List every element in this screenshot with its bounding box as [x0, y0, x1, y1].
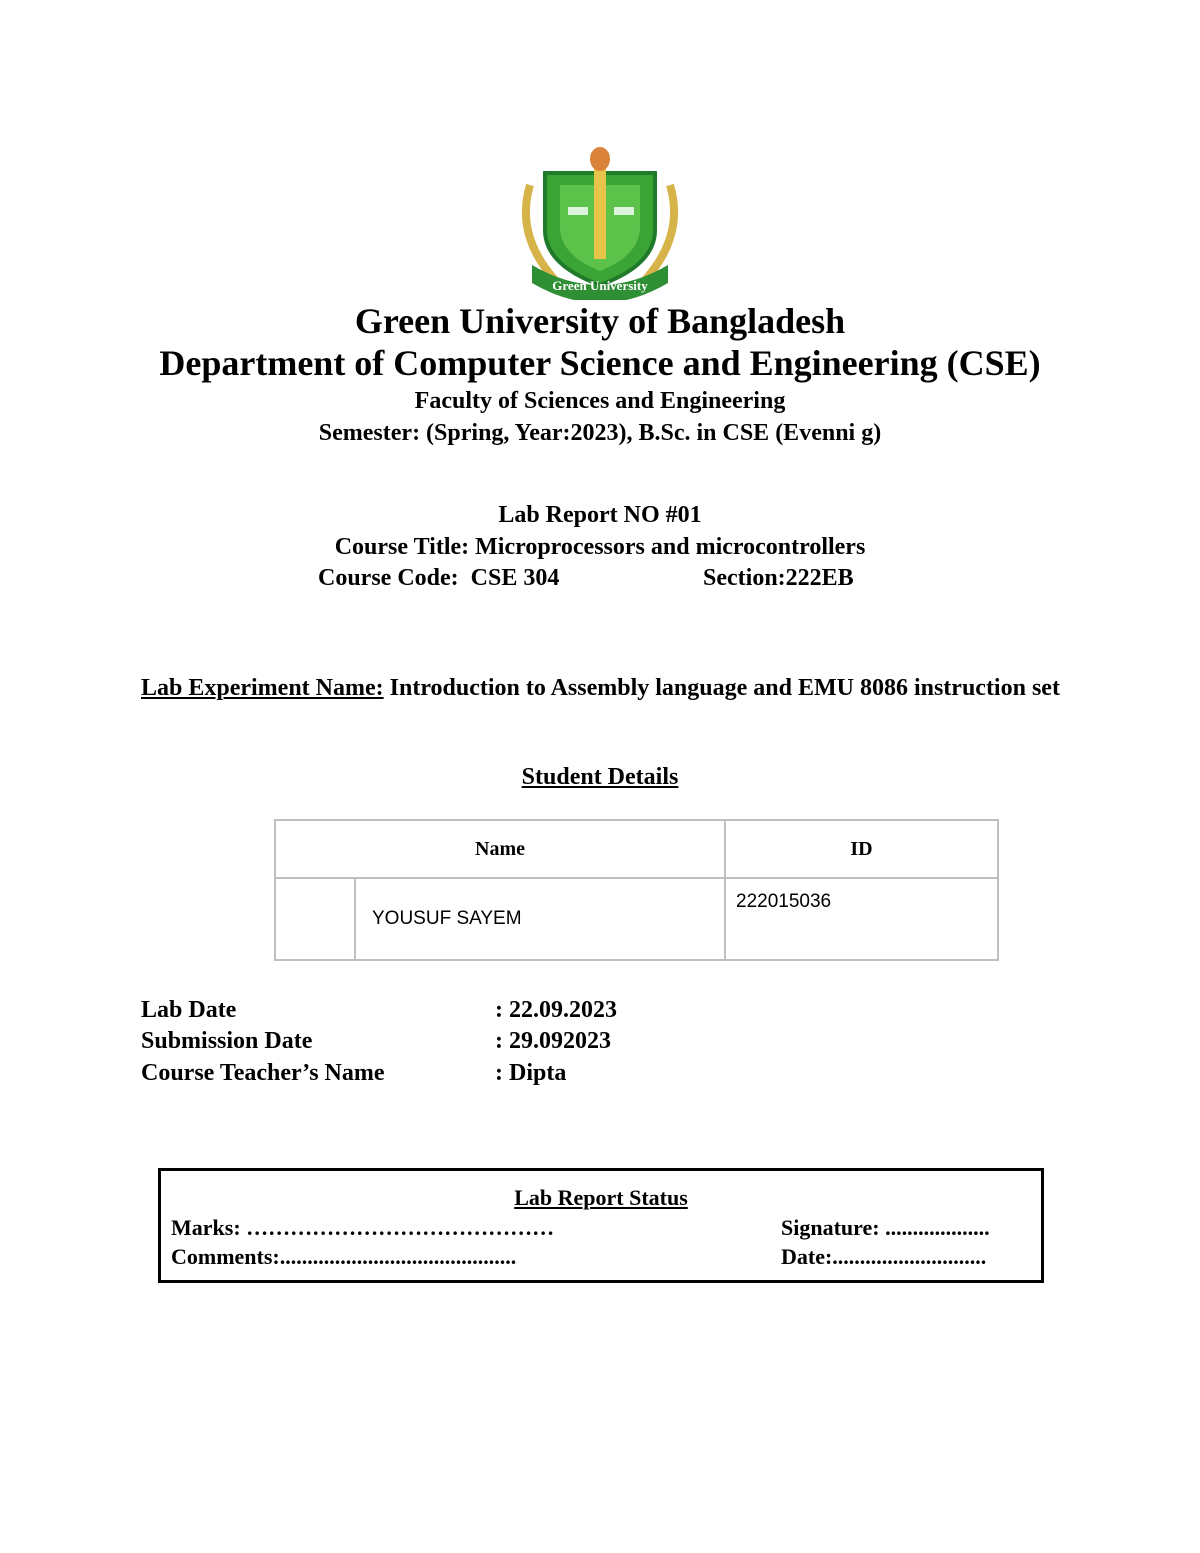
- lab-report-status-box: [158, 1168, 1044, 1283]
- faculty-name: Faculty of Sciences and Engineering: [414, 388, 786, 414]
- signature-field: Signature: ...................: [781, 1215, 990, 1240]
- logo-ribbon-text: Green University: [552, 278, 648, 293]
- experiment-name: [141, 672, 1061, 704]
- logo-flame: [590, 147, 610, 171]
- lab-date-value: : 22.09.2023: [495, 997, 617, 1023]
- course-title: Course Title: Microprocessors and microcontrollers: [334, 534, 866, 560]
- column-header-name: Name: [275, 820, 725, 878]
- student-name-cell: YOUSUF SAYEM: [355, 878, 725, 960]
- department-name: Department of Computer Science and Engineering (CSE): [159, 343, 1041, 383]
- lab-date-label: Lab Date: [141, 997, 237, 1023]
- submission-date-label: Submission Date: [141, 1028, 313, 1054]
- student-details-heading: Student Details: [521, 764, 679, 790]
- status-title: Lab Report Status: [514, 1185, 688, 1210]
- submission-date-value: : 29.092023: [495, 1028, 611, 1054]
- semester-info: Semester: (Spring, Year:2023), B.Sc. in CSE (Evenni g): [318, 420, 882, 446]
- date-field: Date:............................: [781, 1244, 987, 1269]
- course-section: Section:222EB: [703, 565, 854, 591]
- student-table: [274, 819, 999, 961]
- university-logo: [510, 145, 690, 300]
- experiment-title: Introduction to Assembly language and EMU 8086 instruction set: [383, 675, 1060, 701]
- experiment-label: Lab Experiment Name:: [141, 675, 384, 701]
- teacher-name-label: Course Teacher’s Name: [141, 1060, 385, 1086]
- student-id-cell: 222015036: [725, 878, 998, 960]
- marks-field: Marks: ……………………………………: [171, 1215, 555, 1240]
- teacher-name-value: : Dipta: [495, 1060, 567, 1086]
- table-cell-blank: [275, 878, 355, 960]
- table-row: [275, 878, 998, 960]
- university-name: Green University of Bangladesh: [354, 301, 846, 341]
- column-header-id: ID: [725, 820, 998, 878]
- course-code: Course Code: CSE 304: [318, 565, 560, 591]
- comments-field: Comments:...........................................: [171, 1244, 517, 1269]
- lab-report-number: Lab Report NO #01: [498, 502, 702, 528]
- logo-torch: [594, 159, 606, 259]
- student-table-header: [275, 820, 998, 878]
